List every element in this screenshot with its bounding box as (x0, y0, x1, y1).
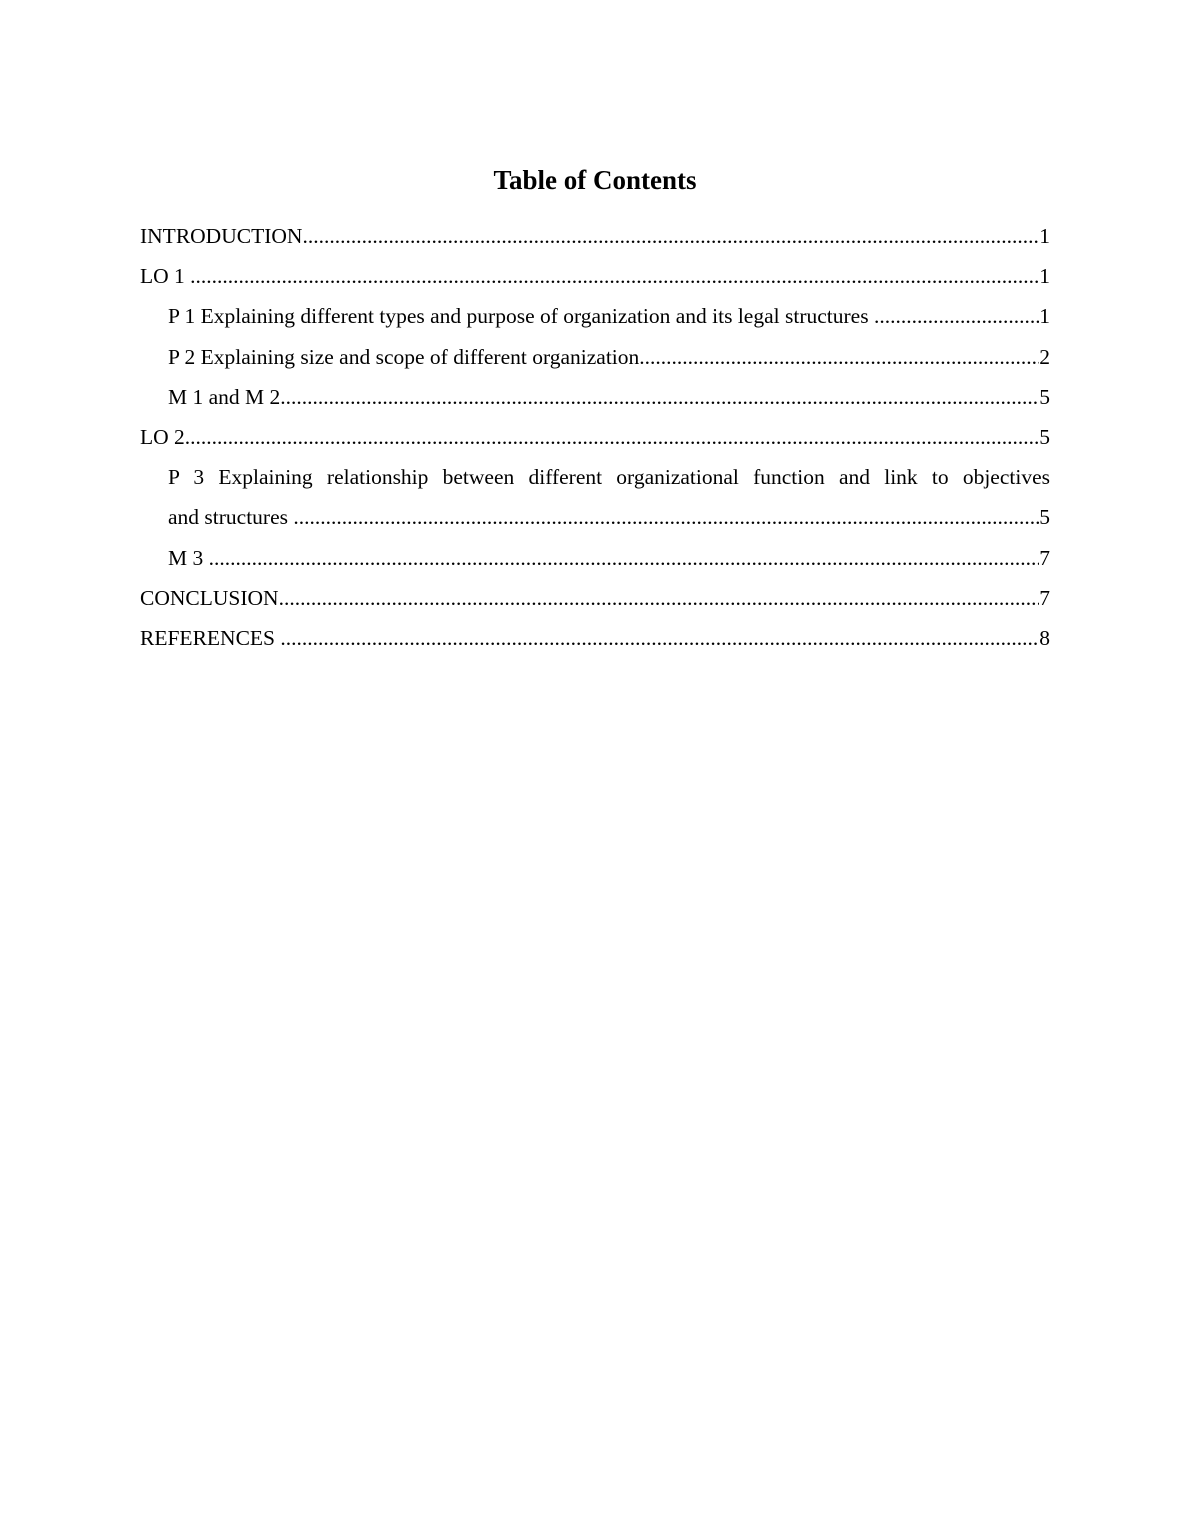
toc-page-number: 7 (1039, 545, 1050, 570)
dot-leader (280, 377, 1039, 417)
dot-leader (293, 497, 1039, 537)
toc-entry-label: LO 1 (140, 264, 191, 289)
toc-entry-label: M 3 (168, 545, 209, 570)
dot-leader (209, 538, 1040, 578)
toc-list (140, 216, 1050, 658)
toc-page-number: 5 (1039, 505, 1050, 530)
toc-page-number: 1 (1039, 304, 1050, 329)
toc-page-number: 2 (1039, 344, 1050, 369)
toc-entry-label: REFERENCES (140, 625, 281, 650)
toc-entry-label: INTRODUCTION (140, 224, 303, 248)
dot-leader (185, 417, 1039, 457)
toc-entry-label: LO 2 (140, 424, 185, 449)
toc-title: Table of Contents (493, 165, 697, 195)
dot-leader (190, 256, 1039, 296)
toc-page-number: 1 (1039, 224, 1050, 248)
toc-entry-label: and structures (168, 505, 294, 530)
toc-entry-label: M 1 and M 2 (168, 384, 281, 409)
toc-entry-label: CONCLUSION (140, 585, 279, 610)
toc-entry-p1[interactable] (168, 296, 1050, 336)
toc-entry-label: P 2 Explaining size and scope of different organization (168, 344, 640, 369)
toc-entry-lo2[interactable] (140, 417, 1050, 457)
toc-page-number: 5 (1039, 384, 1050, 409)
dot-leader (302, 216, 1039, 256)
dot-leader (279, 578, 1040, 618)
toc-entry-label: P 1 Explaining different types and purpose of organization and its legal structures (168, 304, 874, 329)
toc-entry-conclusion[interactable] (140, 578, 1050, 618)
toc-entry-m3[interactable] (168, 538, 1050, 578)
toc-entry-label-line1: P 3 Explaining relationship between different organizational function and link to objectives (168, 465, 1050, 490)
toc-entry-p2[interactable] (168, 337, 1050, 377)
dot-leader (280, 618, 1039, 658)
dot-leader (639, 337, 1039, 377)
toc-page-number: 8 (1039, 625, 1050, 650)
toc-page-number: 7 (1039, 585, 1050, 610)
toc-entry-m1-m2[interactable] (168, 377, 1050, 417)
toc-entry-lo1[interactable] (140, 256, 1050, 296)
toc-page-number: 5 (1039, 424, 1050, 449)
toc-entry-p3[interactable] (168, 457, 1050, 537)
toc-entry-references[interactable] (140, 618, 1050, 658)
dot-leader (874, 296, 1039, 336)
toc-page-number: 1 (1039, 264, 1050, 289)
toc-entry-introduction[interactable] (140, 216, 1050, 256)
